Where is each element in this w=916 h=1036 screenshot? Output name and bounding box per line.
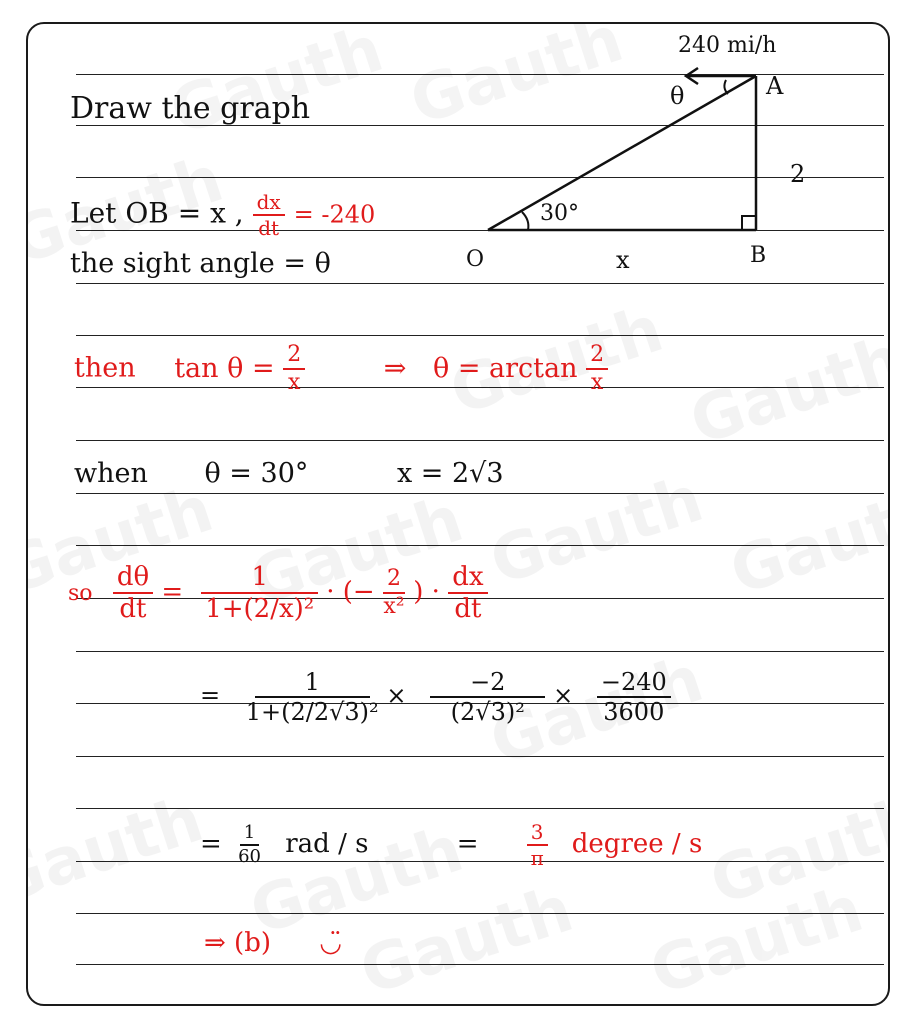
numerator-2: 2 xyxy=(383,568,405,594)
two-over-x2 xyxy=(383,568,405,618)
one-num: 1 xyxy=(201,564,318,594)
neg2-num: −2 xyxy=(430,670,545,698)
sub-den-1: 1+(2/2√3)² xyxy=(245,698,379,726)
result-line xyxy=(200,822,702,868)
equals: = xyxy=(161,577,184,607)
neg240-num: −240 xyxy=(597,670,671,698)
sight-angle-text: the sight angle = θ xyxy=(70,248,331,279)
substitution-line xyxy=(200,670,671,724)
speed-label: 240 mi/h xyxy=(678,33,777,58)
side-OA xyxy=(488,76,756,230)
sub-frac-2 xyxy=(430,670,545,724)
times: × xyxy=(553,681,574,710)
sixty-den: 60 xyxy=(238,846,261,867)
dt-denominator: dt xyxy=(258,216,280,240)
side-AB-label: 2 xyxy=(790,160,806,188)
one-sixtieth xyxy=(238,824,261,866)
times: × xyxy=(386,681,407,710)
dx-dt-fraction xyxy=(253,192,285,238)
when-text: when xyxy=(74,458,148,489)
sub-den-2: (2√3)² xyxy=(450,698,525,726)
right-angle-mark xyxy=(742,216,756,230)
point-B-label: B xyxy=(750,243,767,268)
tan-lhs: tan θ = xyxy=(174,352,275,384)
numerator-2: 2 xyxy=(586,344,608,370)
draw-graph-text: Draw the graph xyxy=(70,91,311,126)
numerator-2: 2 xyxy=(283,344,305,370)
answer-text: ⇒ (b) xyxy=(204,928,271,958)
notebook-card xyxy=(26,22,890,1006)
equals: = xyxy=(200,681,221,710)
rad-per-s: rad / s xyxy=(285,829,369,859)
one-num: 1 xyxy=(255,670,370,698)
equals: = xyxy=(456,829,479,859)
implies-arrow: ⇒ xyxy=(383,352,407,384)
chain-fraction xyxy=(201,564,318,622)
dtheta-dt xyxy=(113,564,153,622)
chain-den: 1+(2/x)² xyxy=(205,594,315,624)
chain-mid: · (− xyxy=(326,577,375,607)
dtheta-num: dθ xyxy=(113,564,153,594)
three-num: 3 xyxy=(527,822,548,846)
one-num: 1 xyxy=(240,824,259,846)
dx-dt-fraction-2 xyxy=(448,564,487,622)
degree-per-s: degree / s xyxy=(571,829,703,859)
when-x: x = 2√3 xyxy=(396,458,504,489)
theta-arctan: θ = arctan xyxy=(433,352,578,384)
chain-mid2: ) · xyxy=(413,577,440,607)
base-x-label: x xyxy=(616,246,630,274)
then-text: then xyxy=(74,352,136,384)
arctan-fraction xyxy=(586,344,608,394)
angle-arc-O xyxy=(522,212,528,230)
denominator-x: x xyxy=(287,370,301,395)
answer-line xyxy=(204,930,342,956)
derivative-line xyxy=(68,564,488,622)
point-A-label: A xyxy=(766,72,784,100)
let-ob-line xyxy=(70,192,375,238)
theta-label: θ xyxy=(670,82,685,110)
pi-den: π xyxy=(530,846,544,870)
when-line xyxy=(74,460,504,487)
two-over-x xyxy=(283,344,305,394)
n3600-den: 3600 xyxy=(603,698,665,726)
sub-frac-3 xyxy=(597,670,671,724)
dt-den: dt xyxy=(119,594,147,624)
dx-dt-value: = -240 xyxy=(293,200,376,229)
tan-theta-line xyxy=(74,344,608,394)
equals: = xyxy=(200,829,222,859)
let-text: Let OB = x , xyxy=(70,196,244,230)
dx-numerator: dx xyxy=(253,192,285,216)
when-theta: θ = 30° xyxy=(204,458,309,489)
angle-arc-A xyxy=(724,80,728,94)
angle-O-label: 30° xyxy=(540,201,579,226)
so-text: so xyxy=(68,581,93,606)
sub-frac-1 xyxy=(246,670,379,724)
dt-den: dt xyxy=(454,594,482,624)
dx-num: dx xyxy=(448,564,487,594)
x-squared: x² xyxy=(383,594,405,619)
denominator-x: x xyxy=(590,370,604,395)
three-over-pi xyxy=(527,822,548,868)
smile-icon: ◡̈ xyxy=(319,928,342,958)
point-O-label: O xyxy=(466,247,485,272)
